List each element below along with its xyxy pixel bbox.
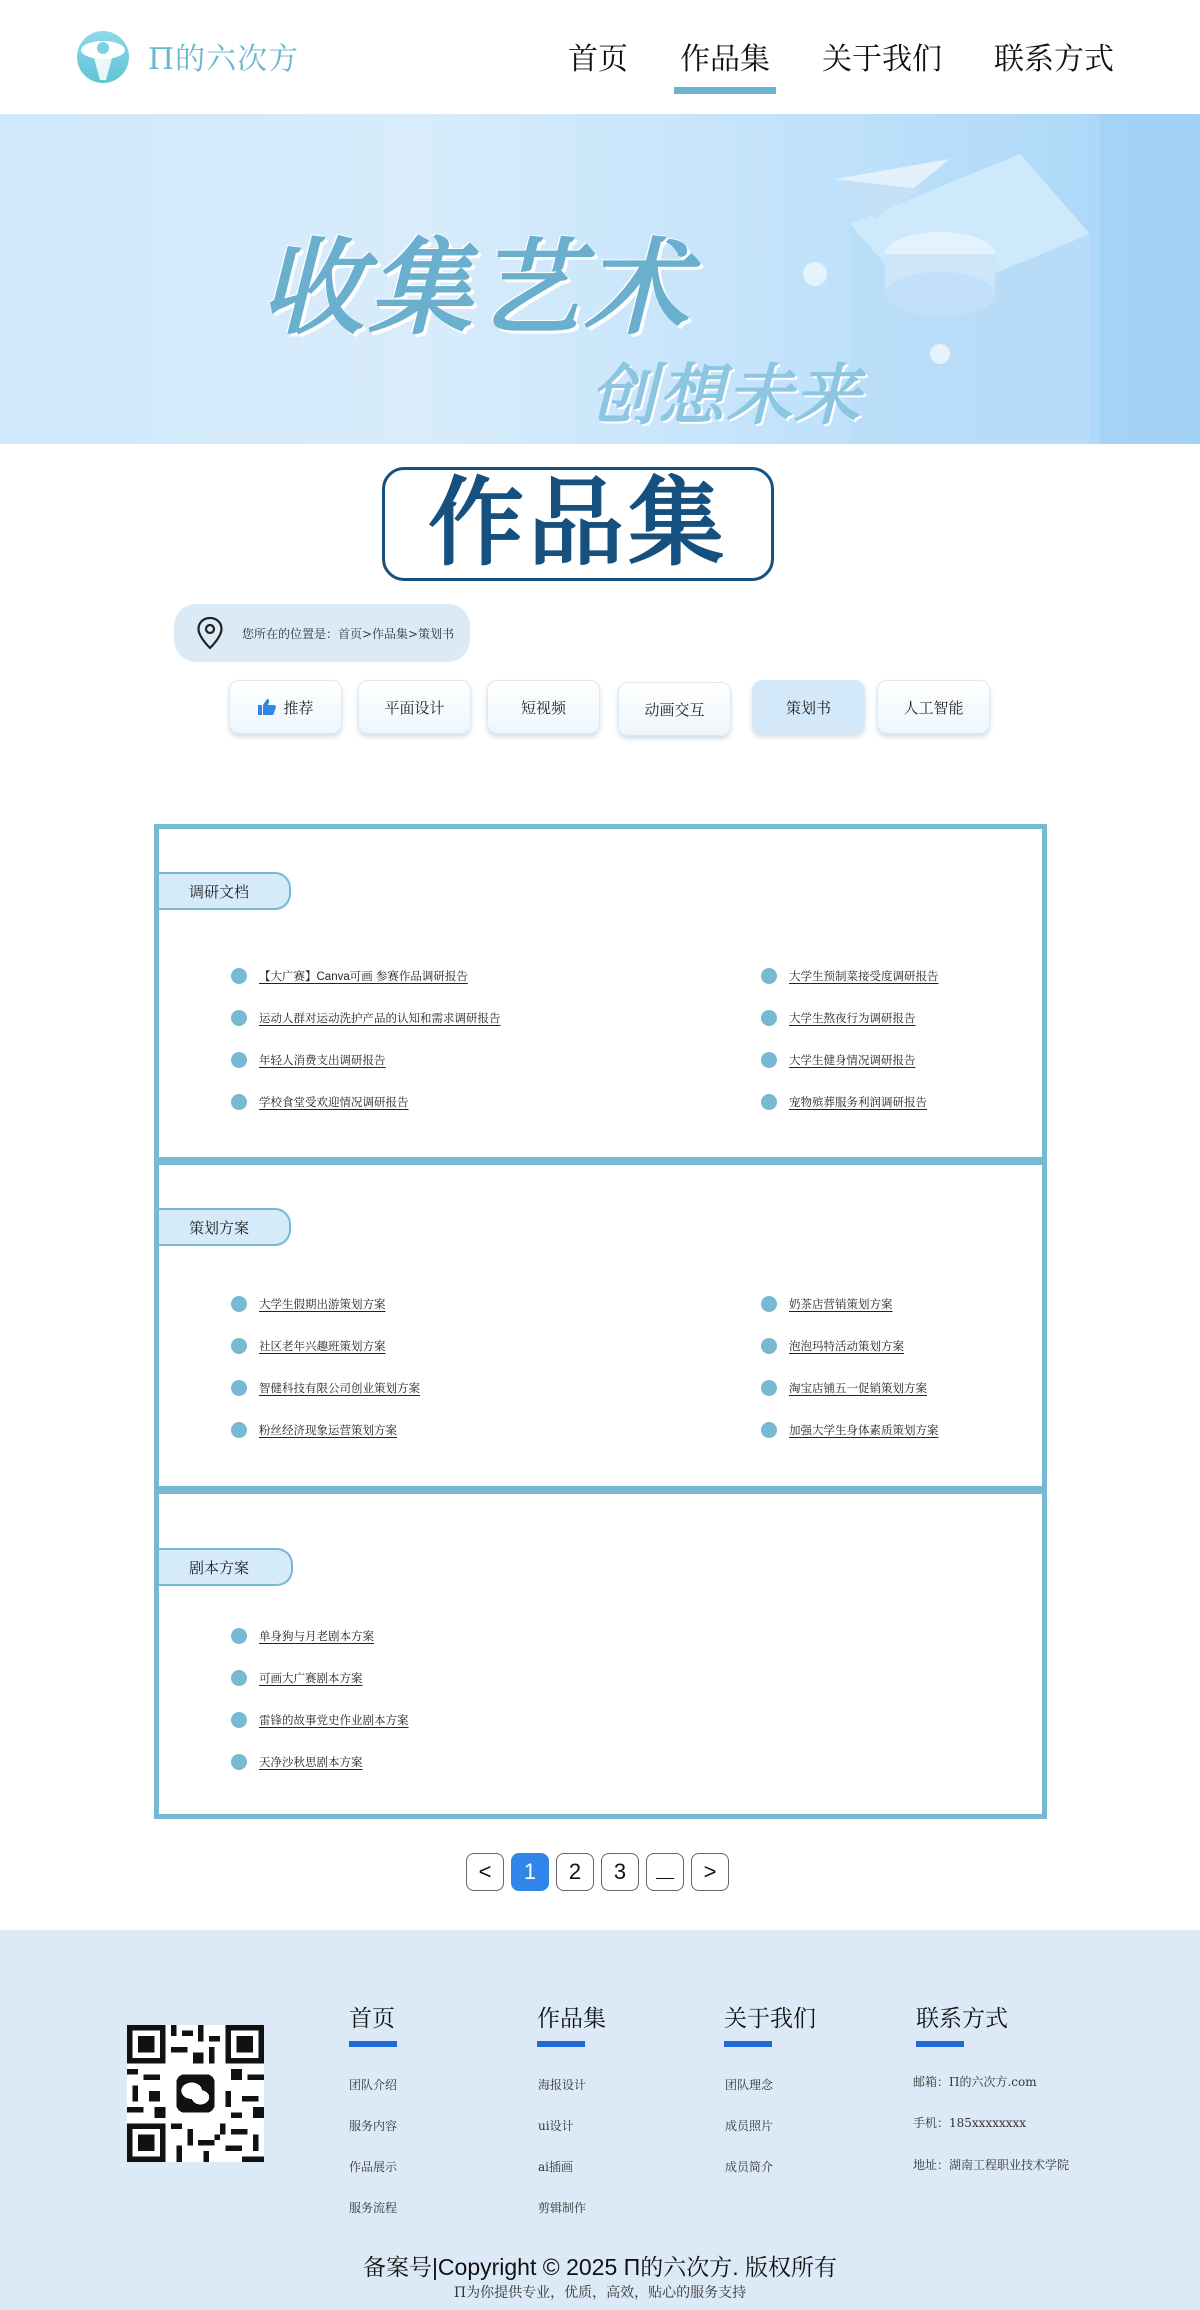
- next-page-button[interactable]: >: [691, 1853, 729, 1891]
- tab-label: 人工智能: [903, 699, 964, 717]
- more-pages-button[interactable]: __: [646, 1853, 684, 1891]
- footer-col-underline: [349, 2041, 397, 2047]
- breadcrumb: [174, 604, 470, 662]
- location-pin-icon: [196, 616, 224, 650]
- main-nav: [522, 40, 1120, 94]
- tab-label: 动画交互: [644, 701, 705, 719]
- list-item[interactable]: 天净沙秋思剧本方案: [231, 1754, 363, 1770]
- site-header: [0, 0, 1200, 114]
- footer-link[interactable]: ai插画: [538, 2160, 573, 2174]
- bullet-dot: [761, 1422, 777, 1438]
- banner-title: 收集艺术: [260, 231, 693, 347]
- list-item[interactable]: 社区老年兴趣班策划方案: [231, 1338, 386, 1354]
- logo[interactable]: [76, 28, 299, 84]
- footer-col-title[interactable]: 联系方式: [916, 2005, 1008, 2031]
- bullet-dot: [231, 1010, 247, 1026]
- bullet-dot: [231, 1296, 247, 1312]
- section-divider: [159, 1157, 1042, 1165]
- content-sections: [154, 824, 1047, 1819]
- tab-label: 推荐: [283, 699, 314, 717]
- bullet-dot: [231, 1712, 247, 1728]
- list-item[interactable]: 雷锋的故事党史作业剧本方案: [231, 1712, 409, 1728]
- list-item[interactable]: 年轻人消费支出调研报告: [231, 1052, 386, 1068]
- bullet-dot: [231, 1670, 247, 1686]
- footer-col-underline: [916, 2041, 964, 2047]
- list-item[interactable]: 【大广赛】Canva可画 参赛作品调研报告: [231, 968, 468, 984]
- bullet-dot: [231, 1338, 247, 1354]
- footer-link[interactable]: 团队介绍: [349, 2078, 398, 2092]
- contact-address: 地址：湖南工程职业技术学院: [913, 2158, 1070, 2172]
- page-1-button[interactable]: 1: [511, 1853, 549, 1891]
- list-item[interactable]: 智健科技有限公司创业策划方案: [231, 1380, 420, 1396]
- footer-link[interactable]: 作品展示: [349, 2160, 398, 2174]
- thumbs-up-icon: [257, 698, 277, 716]
- bullet-dot: [761, 1052, 777, 1068]
- page-3-button[interactable]: 3: [601, 1853, 639, 1891]
- hero-banner: [0, 114, 1200, 444]
- list-item[interactable]: 大学生假期出游策划方案: [231, 1296, 386, 1312]
- page-title-box: [382, 467, 774, 581]
- bullet-dot: [231, 1628, 247, 1644]
- bullet-dot: [761, 1338, 777, 1354]
- breadcrumb-text[interactable]: 您所在的位置是：首页>作品集>策划书: [242, 626, 455, 641]
- page-title: 作品集: [428, 470, 728, 577]
- bullet-dot: [231, 1754, 247, 1770]
- logo-icon: [76, 28, 130, 84]
- section-research: [159, 829, 1042, 1157]
- footer-col-portfolio: [537, 2000, 606, 2047]
- bullet-dot: [761, 1380, 777, 1396]
- prev-page-button[interactable]: <: [466, 1853, 504, 1891]
- page-2-button[interactable]: 2: [556, 1853, 594, 1891]
- banner-subtitle: 创想未来: [590, 358, 862, 432]
- footer-col-title[interactable]: 作品集: [537, 2005, 606, 2031]
- bullet-dot: [231, 1094, 247, 1110]
- bullet-dot: [761, 1010, 777, 1026]
- section-planning: [159, 1165, 1042, 1486]
- list-item[interactable]: 大学生健身情况调研报告: [761, 1052, 916, 1068]
- bullet-dot: [761, 1296, 777, 1312]
- tab-recommend[interactable]: [229, 680, 342, 734]
- bullet-dot: [761, 1094, 777, 1110]
- tab-ai[interactable]: [877, 680, 990, 734]
- footer-link[interactable]: 团队理念: [725, 2078, 774, 2092]
- list-item[interactable]: 泡泡玛特活动策划方案: [761, 1338, 904, 1354]
- section-tag: 策划方案: [159, 1208, 291, 1246]
- list-item[interactable]: 淘宝店铺五一促销策划方案: [761, 1380, 927, 1396]
- footer-col-home: [349, 2000, 397, 2047]
- wechat-qr-code-icon: [127, 2025, 264, 2162]
- tab-label: 策划书: [785, 699, 831, 717]
- list-item[interactable]: 大学生熬夜行为调研报告: [761, 1010, 916, 1026]
- logo-text: Π的六次方: [148, 42, 300, 77]
- footer-col-underline: [724, 2041, 772, 2047]
- section-divider: [159, 1486, 1042, 1494]
- list-item[interactable]: 粉丝经济现象运营策划方案: [231, 1422, 397, 1438]
- footer-link[interactable]: 成员简介: [725, 2160, 774, 2174]
- section-tag: 剧本方案: [159, 1548, 293, 1586]
- bullet-dot: [231, 1380, 247, 1396]
- tab-short-video[interactable]: [487, 680, 600, 734]
- nav-item-contact[interactable]: 联系方式: [994, 43, 1114, 76]
- tab-label: 短视频: [520, 699, 566, 717]
- tab-animation-interaction[interactable]: [618, 682, 731, 736]
- nav-item-portfolio[interactable]: 作品集: [674, 40, 776, 94]
- copyright-text: 备案号|Copyright © 2025 Π的六次方. 版权所有: [362, 2254, 838, 2280]
- footer-link[interactable]: ui设计: [538, 2119, 574, 2133]
- list-item[interactable]: 宠物殡葬服务利润调研报告: [761, 1094, 927, 1110]
- footer-col-contact: [916, 2000, 1008, 2047]
- contact-email: 邮箱：Π的六次方.com: [913, 2075, 1037, 2089]
- tab-graphic-design[interactable]: [358, 680, 471, 734]
- footer-link[interactable]: 服务流程: [349, 2201, 398, 2215]
- section-script: [159, 1494, 1042, 1814]
- footer-col-underline: [537, 2041, 585, 2047]
- list-item[interactable]: 可画大广赛剧本方案: [231, 1670, 363, 1686]
- footer-col-title[interactable]: 首页: [349, 2005, 395, 2031]
- footer-link[interactable]: 剪辑制作: [538, 2201, 587, 2215]
- footer-link[interactable]: 服务内容: [349, 2119, 398, 2133]
- footer-link[interactable]: 海报设计: [538, 2078, 587, 2092]
- bullet-dot: [231, 968, 247, 984]
- list-item[interactable]: 学校食堂受欢迎情况调研报告: [231, 1094, 409, 1110]
- section-tag: 调研文档: [159, 872, 291, 910]
- bullet-dot: [231, 1422, 247, 1438]
- footer-link[interactable]: 成员照片: [725, 2119, 774, 2133]
- list-item[interactable]: 单身狗与月老剧本方案: [231, 1628, 374, 1644]
- list-item[interactable]: 加强大学生身体素质策划方案: [761, 1422, 939, 1438]
- contact-phone: 手机：185xxxxxxxx: [913, 2116, 1027, 2130]
- list-item[interactable]: 运动人群对运动洗护产品的认知和需求调研报告: [231, 1010, 501, 1026]
- footer-slogan: Π为你提供专业，优质，高效，贴心的服务支持: [453, 2285, 747, 2301]
- nav-item-home[interactable]: 首页: [568, 43, 628, 76]
- bullet-dot: [231, 1052, 247, 1068]
- list-item[interactable]: 大学生预制菜接受度调研报告: [761, 968, 939, 984]
- footer-col-about: [724, 2000, 816, 2047]
- bullet-dot: [761, 968, 777, 984]
- tab-label: 平面设计: [384, 699, 445, 717]
- tab-planning[interactable]: [752, 680, 865, 734]
- list-item[interactable]: 奶茶店营销策划方案: [761, 1296, 893, 1312]
- footer-col-title[interactable]: 关于我们: [724, 2005, 816, 2031]
- nav-item-about[interactable]: 关于我们: [822, 43, 942, 76]
